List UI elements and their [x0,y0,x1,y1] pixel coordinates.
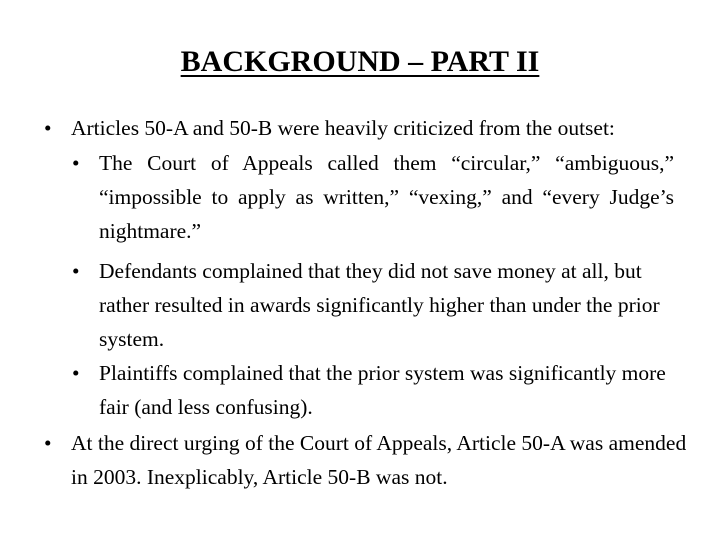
bullet-marker: • [44,116,52,140]
bullet-text: Articles 50-A and 50-B were heavily criticized from the outset: [71,116,615,140]
bullet-text: At the direct urging of the Court of Appeals, Article 50-A was amended in 2003. Inexplicably, Article 50-B was not. [71,431,687,489]
sub-bullet-item-2 [72,254,674,356]
sub-bullet-text: Defendants complained that they did not save money at all, but rather resulted in awards significantly higher than under the prior system. [99,259,660,351]
bullet-item-2 [44,426,694,494]
bullet-item-1 [44,111,694,145]
bullet-marker: • [44,431,52,455]
sub-bullet-text: Plaintiffs complained that the prior system was significantly more fair (and less confusing). [99,361,666,419]
slide-title: BACKGROUND – PART II [180,45,540,78]
sub-bullet-item-1 [72,146,674,248]
sub-bullet-marker: • [72,151,80,175]
sub-bullet-marker: • [72,361,80,385]
sub-bullet-marker: • [72,259,80,283]
sub-bullet-item-3 [72,356,674,424]
sub-bullet-text: The Court of Appeals called them “circular,” “ambiguous,” “impossible to apply as written,” “vexing,” and “every Judge’s nightmare.” [99,151,674,243]
